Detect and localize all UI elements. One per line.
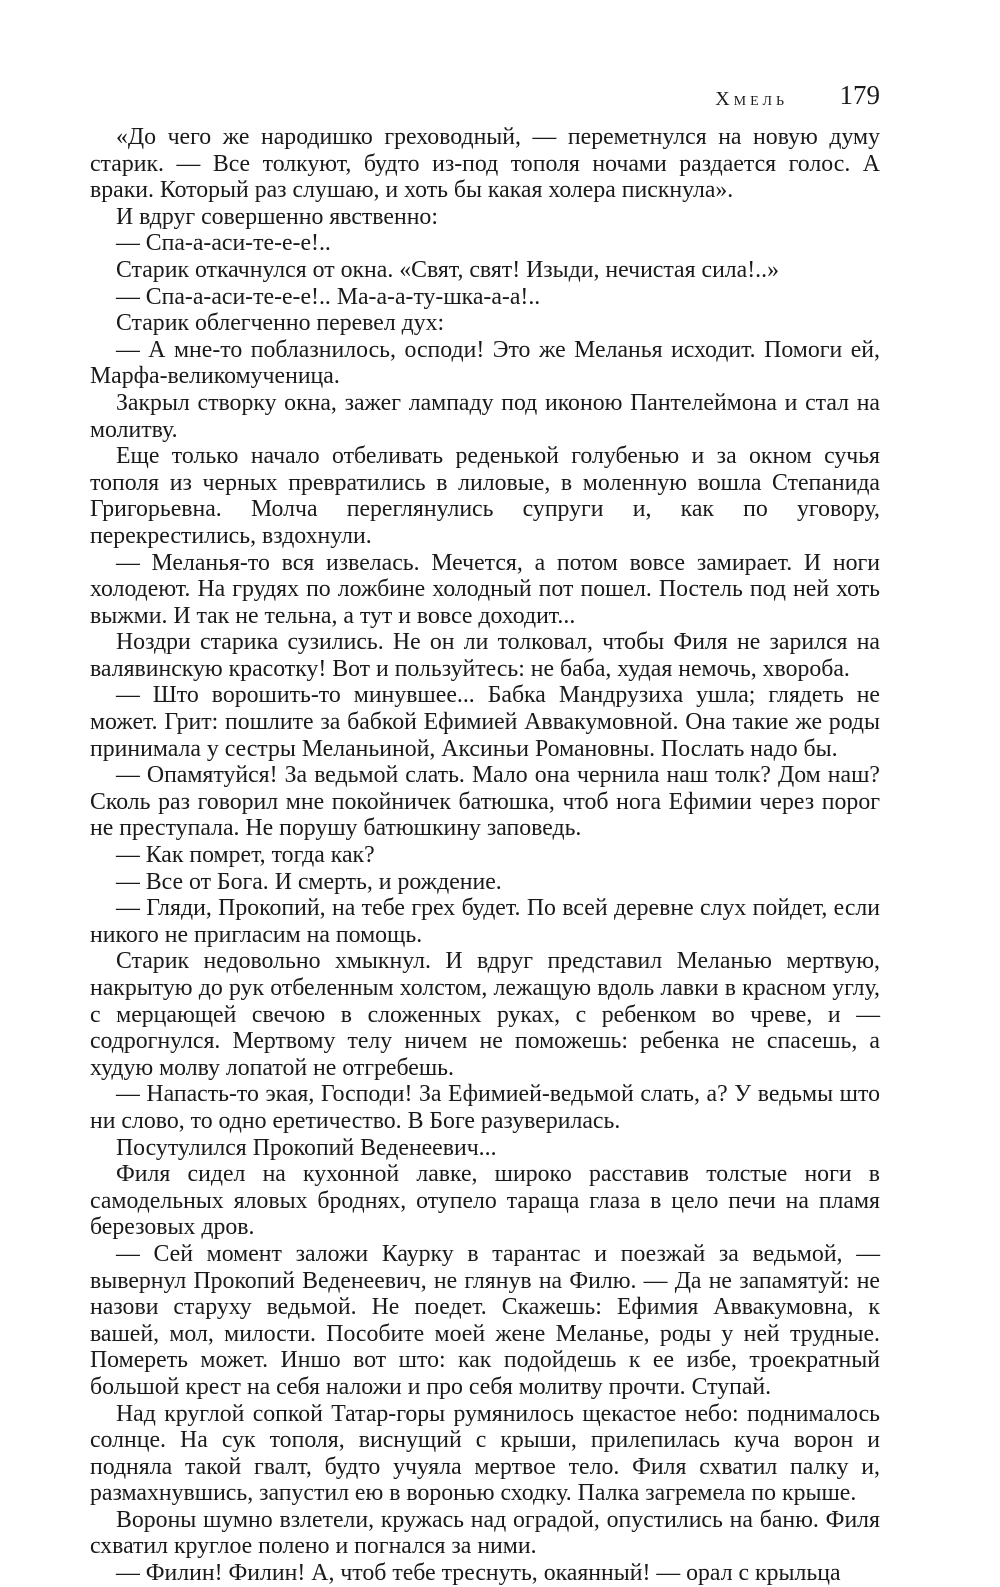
- paragraph: Закрыл створку окна, зажег лампаду под иконою Пантелеймона и стал на молитву.: [90, 389, 880, 443]
- paragraph: Старик облегченно перевел дух:: [116, 310, 445, 337]
- paragraph: — Гляди, Прокопий, на тебе грех будет. По всей деревне слух пойдет, если никого не пригласим на помощь.: [90, 895, 880, 948]
- paragraph: Филя сидел на кухонной лавке, широко расставив толстые ноги в самодельных яловых броднях, отупело таращa глаза в цело печи на пламя березовых дров.: [90, 1161, 880, 1241]
- paragraph: Ноздри старика сузились. Не он ли толковал, чтобы Филя не зарился на валявинскую красотку! Вот и пользуйтесь: не баба, худая немочь, хвороба.: [90, 629, 880, 682]
- paragraph: — Все от Бога. И смерть, и рождение.: [116, 868, 502, 895]
- paragraph: И вдруг совершенно явственно:: [116, 203, 438, 230]
- paragraph: — Спа-а-аси-те-е-е!.. Ма-а-а-ту-шка-а-а!..: [116, 283, 541, 310]
- paragraph: — Опамятуйся! За ведьмой слать. Мало она чернила наш толк? Дом наш? Сколь раз говорил мне покойничек батюшка, чтоб нога Ефимии через порог не преступала. Не порушу батюшкину заповедь.: [90, 762, 880, 842]
- paragraph: — Сей момент заложи Каурку в тарантас и поезжай за ведьмой, — вывернул Прокопий Веденеевич, не глянув на Филю. — Да не запамятуй: не назови старуху ведьмой. Не поедет. Скажешь: Ефимия Аввакумовна, к вашей, мол, милости. Пособите моей жене Меланье, роды у ней трудные. Помереть может. Иншо вот што: как подойдешь к ее избе, троекратный большой крест на себя наложи и про себя молитву прочти. Ступай.: [90, 1240, 880, 1400]
- paragraph: — А мне-то поблазнилось, осподи! Это же Меланья исходит. Помоги ей, Марфа-великомученица.: [90, 336, 880, 390]
- page-header: [90, 80, 880, 120]
- paragraph: — Филин! Филин! А, чтоб тебе треснуть, окаянный! — орал с крыльца: [116, 1560, 841, 1587]
- paragraph: — Напасть-то экая, Господи! За Ефимией-ведьмой слать, а? У ведьмы што ни слово, то одно еретичество. В Боге разуверилась.: [90, 1081, 880, 1134]
- paragraph: — Што ворошить-то минувшее... Бабка Мандрузиха ушла; глядеть не может. Грит: пошлите за бабкой Ефимией Аввакумовной. Она такие же роды принимала у сестры Меланьиной, Аксиньи Романовны. Послать надо бы.: [90, 682, 880, 762]
- paragraph: «До чего же народишко греховодный, — переметнулся на новую думу старик. — Все толкуют, будто из-под тополя ночами раздается голос. А враки. Который раз слушаю, и хоть бы какая холера пискнула».: [90, 124, 880, 204]
- text-column: [90, 124, 880, 1587]
- paragraph: Старик недовольно хмыкнул. И вдруг представил Меланью мертвую, накрытую до рук отбеленным холстом, лежащую вдоль лавки в красном углу, с мерцающей свечою в сложенных руках, с ребенком во чреве, и — содрогнулся. Мертвому телу ничем не поможешь: ребенка не спасешь, а худую молву лопатой не отгребешь.: [90, 948, 880, 1081]
- paragraph: Над круглой сопкой Татар-горы румянилось щекастое небо: поднималось солнце. На сук тополя, виснущий с крыши, прилепилась куча ворон и подняла такой гвалт, будто учуяла мертвое тело. Филя схватил палку и, размахнувшись, запустил ею в воронью сходку. Палка загремела по крыше.: [90, 1400, 880, 1507]
- page-number: 179: [839, 80, 880, 110]
- running-title: Хмель: [715, 88, 788, 110]
- paragraph: Посутулился Прокопий Веденеевич...: [116, 1134, 497, 1161]
- paragraph: Вороны шумно взлетели, кружась над оградой, опустились на баню. Филя схватил круглое полено и погнался за ними.: [90, 1506, 880, 1560]
- paragraph: Еще только начало отбеливать реденькой голубенью и за окном сучья тополя из черных превратились в лиловые, в моленную вошла Степанида Григорьевна. Молча переглянулись супруги и, как по уговору, перекрестились, вздохнули.: [90, 443, 880, 549]
- paragraph: — Спа-а-аси-те-е-е!..: [116, 230, 331, 257]
- paragraph: Старик откачнулся от окна. «Свят, свят! Изыди, нечистая сила!..»: [116, 256, 779, 283]
- paragraph: — Как помрет, тогда как?: [116, 842, 375, 869]
- paragraph: — Меланья-то вся извелась. Мечется, а потом вовсе замирает. И ноги холодеют. На грудях по ложбине холодный пот пошел. Постель под ней хоть выжми. И так не тельна, а тут и вовсе доходит...: [90, 549, 880, 629]
